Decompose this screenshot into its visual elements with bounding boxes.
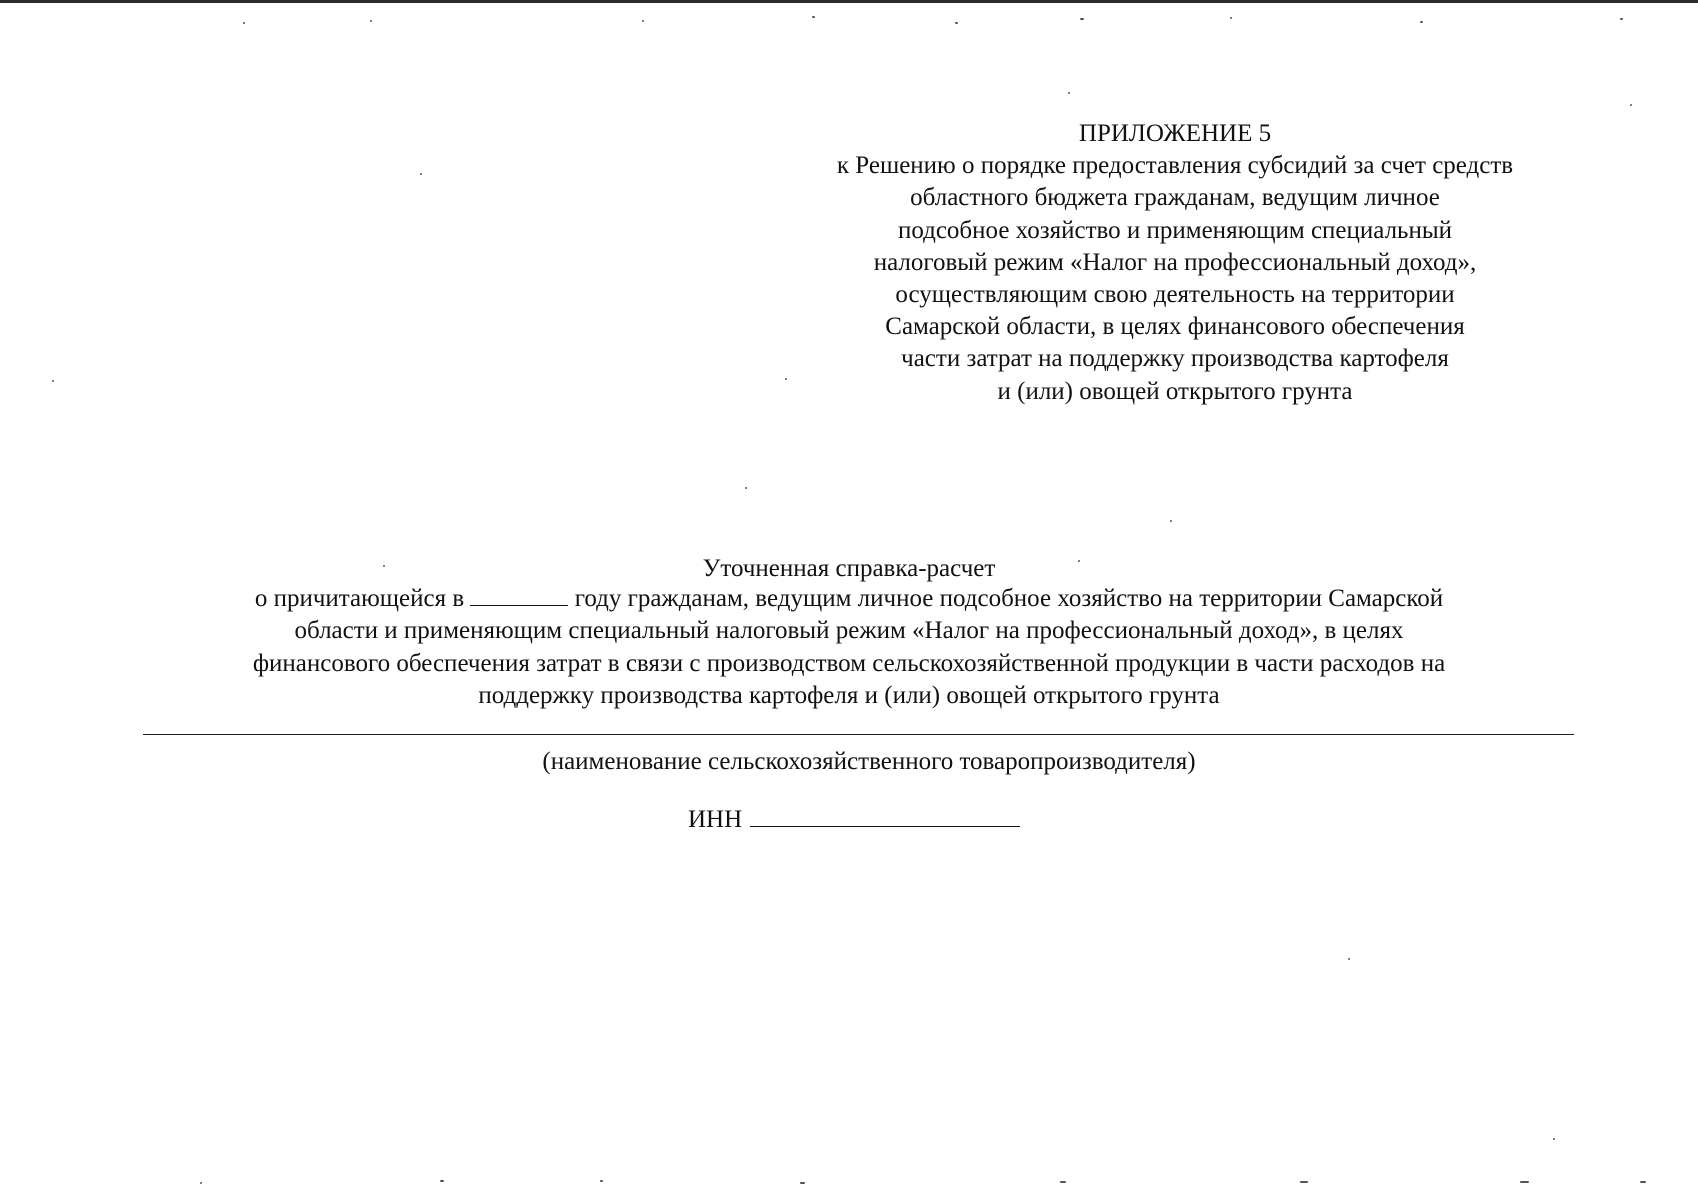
scan-speck [1520, 1181, 1529, 1183]
scan-speck [785, 378, 787, 380]
inn-row [688, 800, 1020, 836]
year-blank-field[interactable] [470, 587, 568, 606]
document-subject-line-3: финансового обеспечения затрат в связи с производством сельскохозяйственной продукции в части расходов на [252, 649, 1446, 677]
scan-speck [383, 565, 385, 567]
subject-text-after-year: году гражданам, ведущим личное подсобное хозяйство на территории Самарской [574, 585, 1444, 612]
scan-speck [745, 487, 747, 489]
scan-speck [812, 16, 815, 18]
appendix-line: части затрат на поддержку производства картофеля [901, 345, 1449, 373]
scan-speck [642, 20, 644, 22]
inn-blank-field[interactable] [750, 800, 1020, 827]
appendix-line: и (или) овощей открытого грунта [997, 377, 1353, 405]
appendix-line: к Решению о порядке предоставления субсидий за счет средств [836, 152, 1514, 180]
scan-top-edge [0, 0, 1698, 3]
scan-speck [1640, 1181, 1646, 1183]
scan-speck [200, 1182, 202, 1184]
scan-speck [1060, 1181, 1066, 1183]
scan-speck [1348, 958, 1350, 960]
inn-label: ИНН [688, 806, 743, 833]
appendix-line: налоговый режим «Налог на профессиональный доход», [873, 248, 1477, 276]
appendix-header [760, 118, 1590, 408]
scan-speck [243, 22, 245, 24]
scan-speck [800, 1182, 805, 1184]
producer-name-caption: (наименование сельскохозяйственного товаропроизводителя) [542, 748, 1196, 775]
scan-speck [1620, 18, 1623, 20]
scan-speck [1068, 92, 1070, 94]
scan-speck [600, 1180, 603, 1182]
appendix-title: ПРИЛОЖЕНИЕ 5 [1078, 120, 1272, 147]
appendix-line: областного бюджета гражданам, ведущим личное [910, 184, 1440, 212]
appendix-line: подсобное хозяйство и применяющим специальный [897, 216, 1453, 244]
appendix-line: Самарской области, в целях финансового обеспечения [885, 313, 1465, 341]
scan-speck [370, 20, 372, 22]
scan-speck [1170, 520, 1172, 522]
scan-speck [52, 380, 54, 382]
document-title: Уточненная справка-расчет [702, 555, 996, 582]
scan-speck [1553, 1138, 1555, 1140]
scan-speck [420, 173, 422, 175]
appendix-line: осуществляющим свою деятельность на территории [895, 281, 1455, 309]
document-subject-line-1 [140, 583, 1558, 615]
producer-name-field-line[interactable] [143, 734, 1574, 735]
scan-speck [1300, 1181, 1308, 1183]
subject-text-before-year: о причитающейся в [254, 585, 465, 612]
document-subject-line-2: области и применяющим специальный налоговый режим «Налог на профессиональный доход», в целях [294, 617, 1404, 645]
scan-speck [440, 1180, 444, 1182]
scan-speck [1230, 17, 1232, 19]
scan-speck [1080, 18, 1084, 20]
scan-speck [1078, 560, 1080, 562]
scan-speck [955, 22, 958, 24]
document-subject-line-4: поддержку производства картофеля и (или) овощей открытого грунта [478, 681, 1220, 709]
scan-speck [1630, 104, 1632, 106]
scan-speck [1420, 21, 1423, 23]
document-subject [140, 583, 1558, 712]
